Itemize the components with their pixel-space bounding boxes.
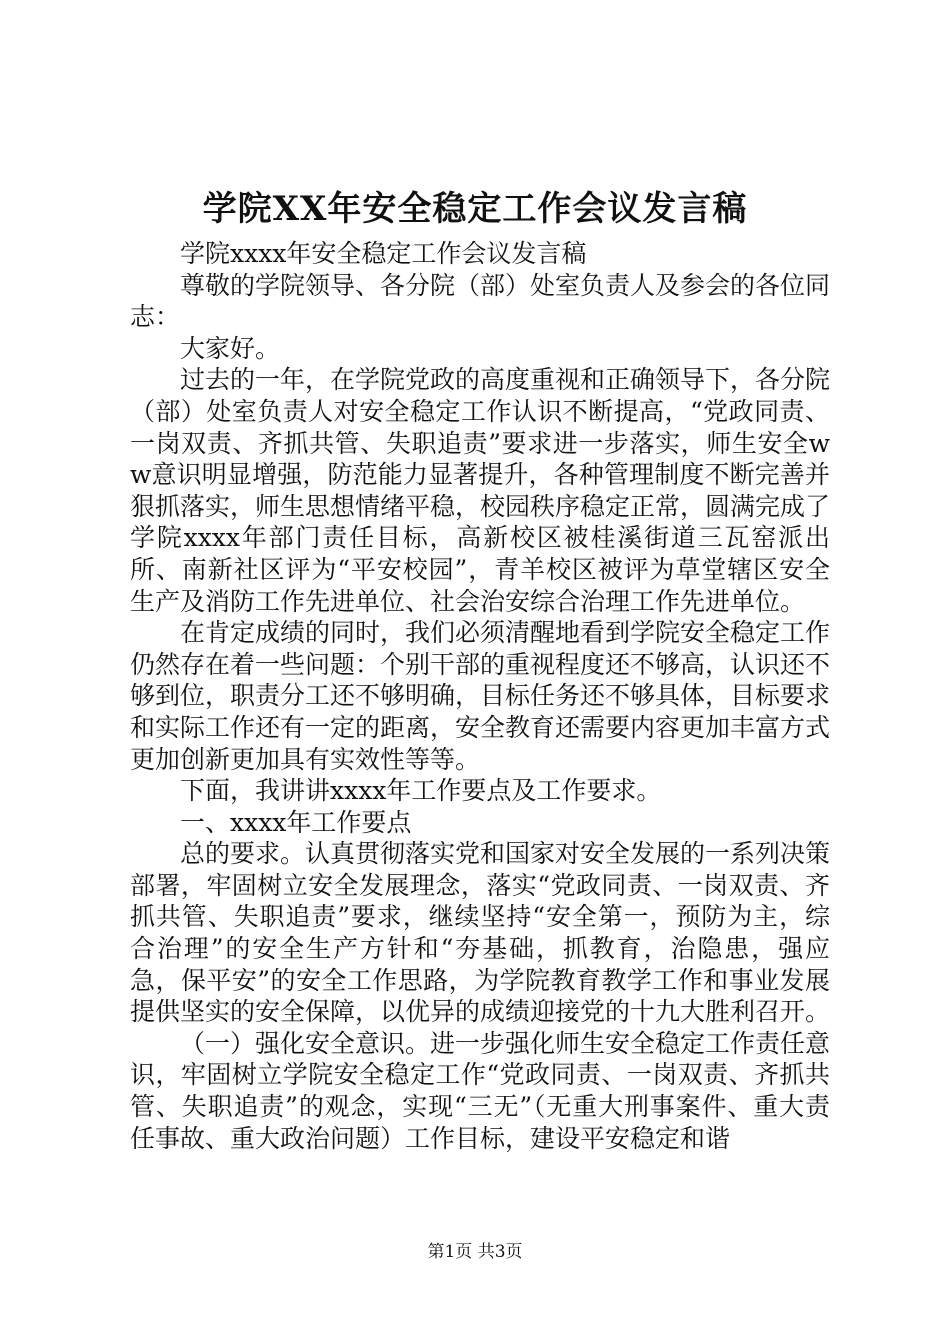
paragraph-problems: 在肯定成绩的同时，我们必须清醒地看到学院安全稳定工作仍然存在着一些问题：个别干部的重视程度还不够高，认识还不够到位，职责分工还不够明确，目标任务还不够具体，目标要求和实际工作还有一定的距离，安全教育还需要内容更加丰富方式更加创新更加具有实效性等等。: [130, 618, 831, 774]
paragraph-salutation: 尊敬的学院领导、各分院（部）处室负责人及参会的各位同志：: [130, 270, 831, 332]
paragraph-heading-repeat: 学院xxxx年安全稳定工作会议发言稿: [180, 239, 587, 268]
section-heading: 一、xxxx年工作要点: [180, 807, 412, 837]
document-title: 学院XX年安全稳定工作会议发言稿: [202, 189, 748, 229]
paragraph-review: 过去的一年，在学院党政的高度重视和正确领导下，各分院（部）处室负责人对安全稳定工作认识不断提高，“党政同责、一岗双责、齐抓共管、失职追责”要求进一步落实，师生安全ww意识明显增强，防范能力显著提升，各种管理制度不断完善并狠抓落实，师生思想情绪平稳，校园秩序稳定正常，圆满完成了学院xxxx年部门责任目标，高新校区被桂溪街道三瓦窑派出所、南新社区评为“平安校园”，青羊校区被评为草堂辖区安全生产及消防工作先进单位、社会治安综合治理工作先进单位。: [130, 365, 831, 616]
paragraph-intro: 下面，我讲讲xxxx年工作要点及工作要求。: [180, 776, 662, 806]
paragraph-greeting: 大家好。: [180, 333, 281, 363]
document-body: [130, 238, 830, 1154]
page-footer: 第1页 共3页: [427, 1242, 523, 1262]
paragraph-safety-awareness: （一）强化安全意识。进一步强化师生安全稳定工作责任意识，牢固树立学院安全稳定工作“党政同责、一岗双责、齐抓共管、失职追责”的观念，实现“三无”（无重大刑事案件、重大责任事故、重大政治问题）工作目标，建设平安稳定和谐: [130, 1028, 831, 1153]
paragraph-general-requirements: 总的要求。认真贯彻落实党和国家对安全发展的一系列决策部署，牢固树立安全发展理念，落实“党政同责、一岗双责、齐抓共管、失职追责”要求，继续坚持“安全第一，预防为主，综合治理”的安全生产方针和“夯基础，抓教育，治隐患，强应急，保平安”的安全工作思路，为学院教育教学工作和事业发展提供坚实的安全保障，以优异的成绩迎接党的十九大胜利召开。: [130, 839, 831, 1027]
